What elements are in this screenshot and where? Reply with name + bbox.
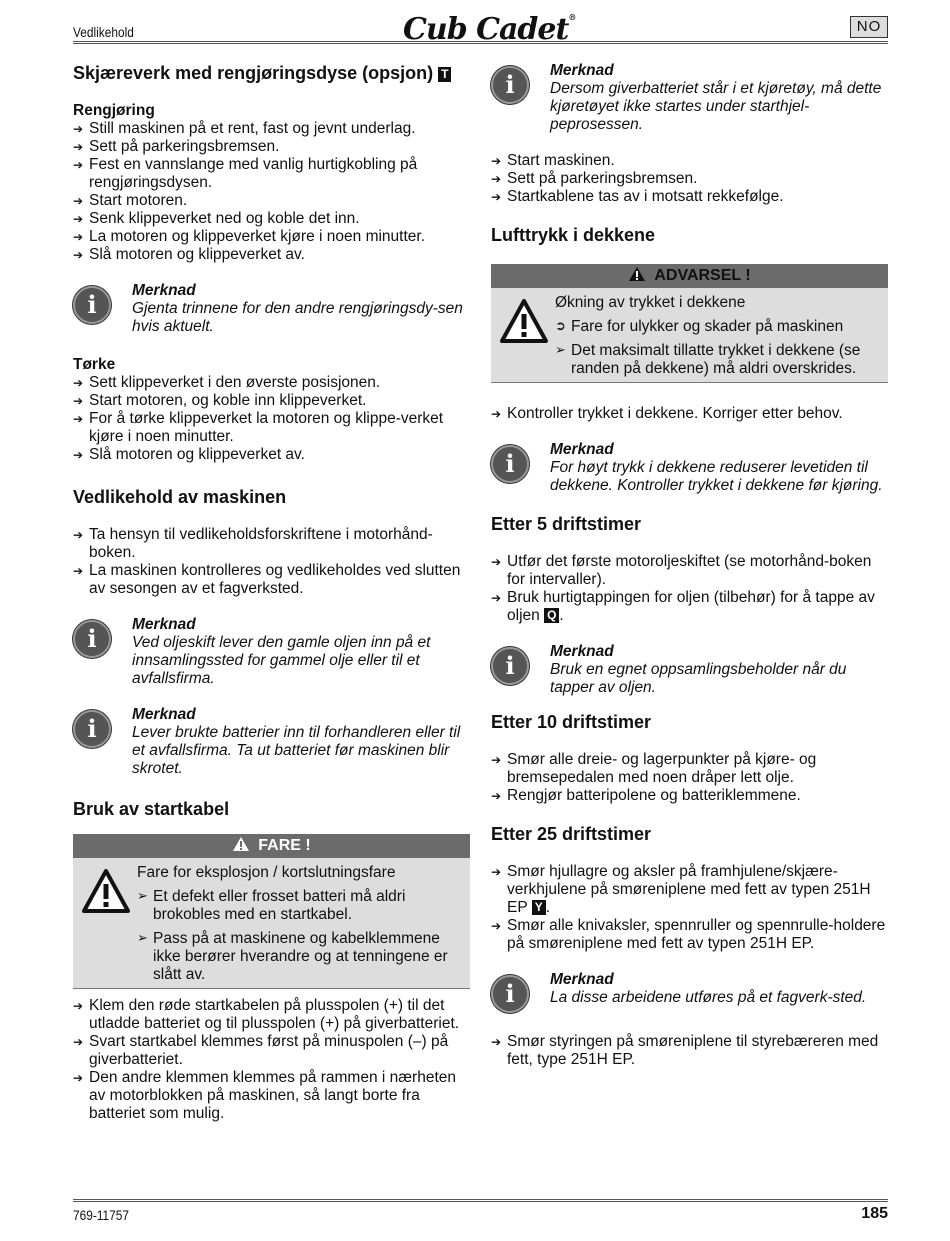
list-item: ➔ Start motoren. bbox=[73, 192, 470, 210]
section-label: Vedlikehold bbox=[73, 24, 134, 40]
note-text: Bruk en egnet oppsamlingsbeholder når du tapper av oljen. bbox=[550, 661, 847, 696]
note-text: Dersom giverbatteriet står i et kjøretøy, må dette kjøretøyet ikke startes under starthjel-peprosessen. bbox=[550, 80, 882, 133]
note-title: Merknad bbox=[132, 616, 196, 633]
language-code: NO bbox=[850, 16, 888, 38]
danger-body bbox=[73, 858, 470, 988]
list-item: ➔ Den andre klemmen klemmes på rammen i nærheten av motorblokken på maskinen, så langt borte fra batteriet som mulig. bbox=[73, 1069, 470, 1123]
rengjoring-steps bbox=[73, 120, 470, 264]
list-item: ➔ La motoren og klippeverket kjøre i noen minutter. bbox=[73, 228, 470, 246]
danger-item: ➢ Pass på at maskinene og kabelklemmene ikke berører hverandre og at tenningene er slått av. bbox=[137, 930, 448, 983]
note-trykk bbox=[491, 441, 888, 495]
danger-text: Fare for eksplosjon / kortslutningsfare bbox=[137, 864, 396, 881]
danger-header bbox=[73, 834, 470, 858]
list-item: ➔ For å tørke klippeverket la motoren og klippe-verket kjøre i noen minutter. bbox=[73, 410, 470, 446]
arrowhead-icon: ➢ bbox=[555, 343, 566, 358]
start-steps bbox=[491, 152, 888, 206]
heading-etter-25: Etter 25 driftstimer bbox=[491, 824, 652, 844]
info-icon bbox=[73, 286, 111, 324]
warning-icon bbox=[232, 836, 250, 852]
etter-5-steps bbox=[491, 553, 888, 625]
right-column bbox=[491, 62, 888, 1069]
vedlikehold-steps bbox=[73, 526, 470, 598]
note-text: For høyt trykk i dekkene reduserer levetiden til dekkene. Kontroller trykket i dekkene før kjøring. bbox=[550, 459, 883, 494]
warning-text: Økning av trykket i dekkene bbox=[555, 294, 746, 311]
footer-divider bbox=[73, 1199, 888, 1202]
warning-header bbox=[491, 264, 888, 288]
page-number: 185 bbox=[861, 1205, 888, 1222]
note-title: Merknad bbox=[550, 441, 614, 458]
note-batterier bbox=[73, 706, 470, 778]
list-item: ➔ Bruk hurtigtappingen for oljen (tilbehør) for å tappe av oljen Q . bbox=[491, 589, 888, 625]
warning-icon bbox=[628, 266, 646, 282]
list-item: ➔ Utfør det første motoroljeskiftet (se motorhånd-boken for intervaller). bbox=[491, 553, 888, 589]
left-column bbox=[73, 62, 470, 1123]
heading-etter-10: Etter 10 driftstimer bbox=[491, 712, 652, 732]
warning-body bbox=[491, 288, 888, 382]
info-icon bbox=[491, 647, 529, 685]
list-item: ➔ Smør styringen på smøreniplene til styrebæreren med fett, type 251H EP. bbox=[491, 1033, 888, 1069]
heading-vedlikehold: Vedlikehold av maskinen bbox=[73, 487, 287, 507]
list-item: ➔ Smør hjullagre og aksler på framhjulene/skjære-verkhjulene på smøreniplene med fett av typen 251H EP Y . bbox=[491, 863, 888, 917]
heading-torke: Tørke bbox=[73, 356, 116, 373]
list-item: ➔ Kontroller trykket i dekkene. Korriger etter behov. bbox=[491, 405, 888, 423]
note-giverbatteri bbox=[491, 62, 888, 134]
note-oljeskift bbox=[73, 616, 470, 688]
list-item: ➔ Rengjør batteripolene og batteriklemmene. bbox=[491, 787, 888, 805]
note-text: Gjenta trinnene for den andre rengjøringsdy-sen hvis aktuelt. bbox=[132, 300, 463, 335]
note-oppsamling bbox=[491, 643, 888, 697]
badge-q: Q bbox=[544, 608, 559, 623]
badge-t: T bbox=[438, 67, 451, 82]
list-item: ➔ Ta hensyn til vedlikeholdsforskriftene i motorhånd-boken. bbox=[73, 526, 470, 562]
list-item: ➔ Fest en vannslange med vanlig hurtigkobling på rengjøringsdysen. bbox=[73, 156, 470, 192]
note-title: Merknad bbox=[132, 706, 196, 723]
startkabel-steps bbox=[73, 997, 470, 1123]
note-title: Merknad bbox=[550, 62, 614, 79]
list-item: ➔ Smør alle knivaksler, spennruller og spennrulle-holdere på smøreniplene med fett av typen 251H EP. bbox=[491, 917, 888, 953]
list-item: ➔ Svart startkabel klemmes først på minuspolen (–) på giverbatteriet. bbox=[73, 1033, 470, 1069]
heading-skjaereverk: Skjæreverk med rengjøringsdyse (opsjon) T bbox=[73, 62, 470, 84]
warning-triangle-icon bbox=[499, 298, 549, 344]
warning-item: ➲ Fare for ulykker og skader på maskinen bbox=[555, 318, 844, 335]
list-item: ➔ Slå motoren og klippeverket av. bbox=[73, 246, 470, 264]
etter-10-steps bbox=[491, 751, 888, 805]
heading-etter-5: Etter 5 driftstimer bbox=[491, 514, 642, 534]
list-item: ➔ Slå motoren og klippeverket av. bbox=[73, 446, 470, 464]
danger-label: FARE ! bbox=[258, 837, 311, 854]
list-item: ➔ Senk klippeverket ned og koble det inn. bbox=[73, 210, 470, 228]
info-icon bbox=[491, 445, 529, 483]
list-item: ➔ Sett klippeverket i den øverste posisjonen. bbox=[73, 374, 470, 392]
info-icon bbox=[491, 66, 529, 104]
etter-25-steps bbox=[491, 863, 888, 953]
lufttrykk-steps bbox=[491, 405, 888, 423]
document-number: 769-11757 bbox=[73, 1207, 130, 1223]
note-fagverksted bbox=[491, 971, 888, 1015]
list-item: ➔ Startkablene tas av i motsatt rekkefølge. bbox=[491, 188, 888, 206]
list-item: ➔ La maskinen kontrolleres og vedlikeholdes ved slutten av sesongen av et fagverksted. bbox=[73, 562, 470, 598]
header-divider bbox=[73, 41, 888, 44]
warning-box bbox=[491, 264, 888, 383]
note-title: Merknad bbox=[132, 282, 196, 299]
list-item: ➔ Smør alle dreie- og lagerpunkter på kjøre- og bremsepedalen med noen dråper lett olje. bbox=[491, 751, 888, 787]
danger-box bbox=[73, 834, 470, 989]
heading-startkabel: Bruk av startkabel bbox=[73, 799, 230, 819]
note-text: La disse arbeidene utføres på et fagverk-sted. bbox=[550, 989, 867, 1006]
list-item: ➔ Sett på parkeringsbremsen. bbox=[73, 138, 470, 156]
arrowhead-icon: ➢ bbox=[137, 889, 148, 904]
note-text: Ved oljeskift lever den gamle oljen inn på et innsamlingssted for gammel olje eller til et avfallsfirma. bbox=[132, 634, 431, 687]
brand-logo: Cub Cadet® bbox=[403, 12, 576, 47]
list-item: ➔ Still maskinen på et rent, fast og jevnt underlag. bbox=[73, 120, 470, 138]
info-icon bbox=[491, 975, 529, 1013]
warning-label: ADVARSEL ! bbox=[654, 267, 751, 284]
heading-lufttrykk: Lufttrykk i dekkene bbox=[491, 225, 656, 245]
info-icon bbox=[73, 710, 111, 748]
heading-rengjoring: Rengjøring bbox=[73, 102, 155, 119]
list-item: ➔ Sett på parkeringsbremsen. bbox=[491, 170, 888, 188]
note-title: Merknad bbox=[550, 643, 614, 660]
danger-item: ➢ Et defekt eller frosset batteri må aldri brokobles med en startkabel. bbox=[137, 888, 406, 923]
warning-triangle-icon bbox=[81, 868, 131, 914]
torke-steps bbox=[73, 374, 470, 464]
final-steps bbox=[491, 1033, 888, 1069]
badge-y: Y bbox=[532, 900, 546, 915]
list-item: ➔ Start motoren, og koble inn klippeverket. bbox=[73, 392, 470, 410]
right-arrow-icon: ➲ bbox=[555, 319, 566, 334]
warning-item: ➢ Det maksimalt tillatte trykket i dekkene (se randen på dekkene) må aldri overskrides. bbox=[555, 342, 861, 377]
note-title: Merknad bbox=[550, 971, 614, 988]
arrowhead-icon: ➢ bbox=[137, 931, 148, 946]
note-text: Lever brukte batterier inn til forhandleren eller til et avfallsfirma. Ta ut batteriet før maskinen blir skrotet. bbox=[132, 724, 461, 777]
info-icon bbox=[73, 620, 111, 658]
note-rengjoringsdyse bbox=[73, 282, 470, 336]
list-item: ➔ Start maskinen. bbox=[491, 152, 888, 170]
list-item: ➔ Klem den røde startkabelen på plusspolen (+) til det utladde batteriet og til plusspolen (+) på giverbatteriet. bbox=[73, 997, 470, 1033]
